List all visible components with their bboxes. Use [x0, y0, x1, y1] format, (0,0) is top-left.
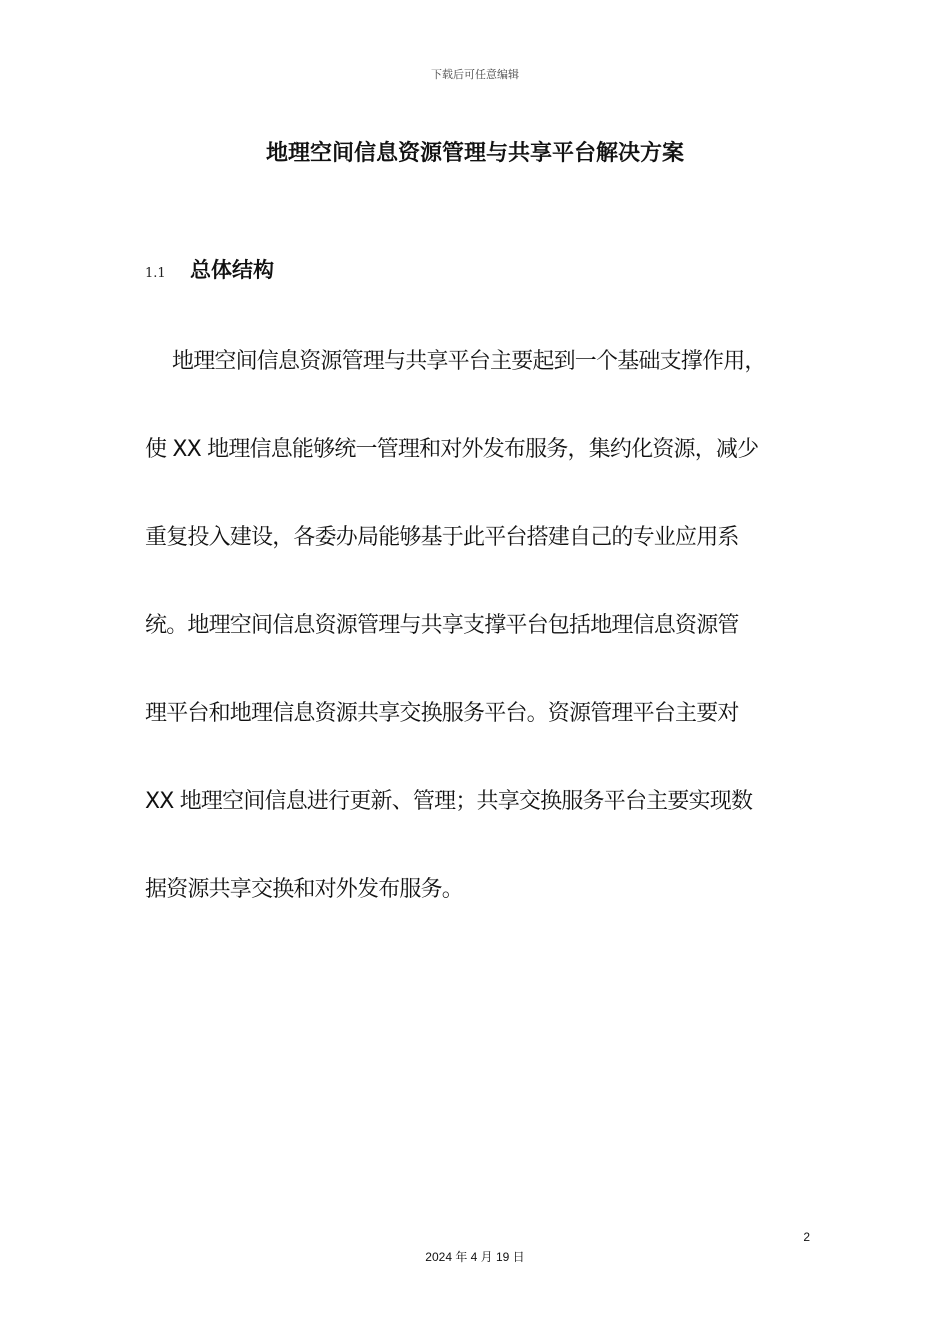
body-line: 据资源共享交换和对外发布服务。: [145, 877, 464, 902]
body-line: 地理空间信息资源管理与共享平台主要起到一个基础支撑作用，: [172, 349, 766, 374]
body-line: 重复投入建设，各委办局能够基于此平台搭建自己的专业应用系: [145, 525, 739, 550]
section-heading: [145, 254, 274, 284]
section-number: 1.1: [145, 266, 166, 281]
footer-date: 2024 年 4 月 19 日: [425, 1250, 525, 1264]
body-line: XX 地理空间信息进行更新、管理；共享交换服务平台主要实现数: [145, 789, 753, 814]
body-line: 使 XX 地理信息能够统一管理和对外发布服务，集约化资源，减少: [145, 437, 759, 462]
body-paragraph: [145, 340, 825, 956]
document-title: 地理空间信息资源管理与共享平台解决方案: [265, 141, 684, 166]
section-title: 总体结构: [190, 258, 274, 282]
body-line: 理平台和地理信息资源共享交换服务平台。资源管理平台主要对: [145, 701, 739, 726]
page-number: 2: [803, 1230, 810, 1244]
body-line: 统。地理空间信息资源管理与共享支撑平台包括地理信息资源管: [145, 613, 739, 638]
header-note: 下载后可任意编辑: [431, 68, 519, 81]
